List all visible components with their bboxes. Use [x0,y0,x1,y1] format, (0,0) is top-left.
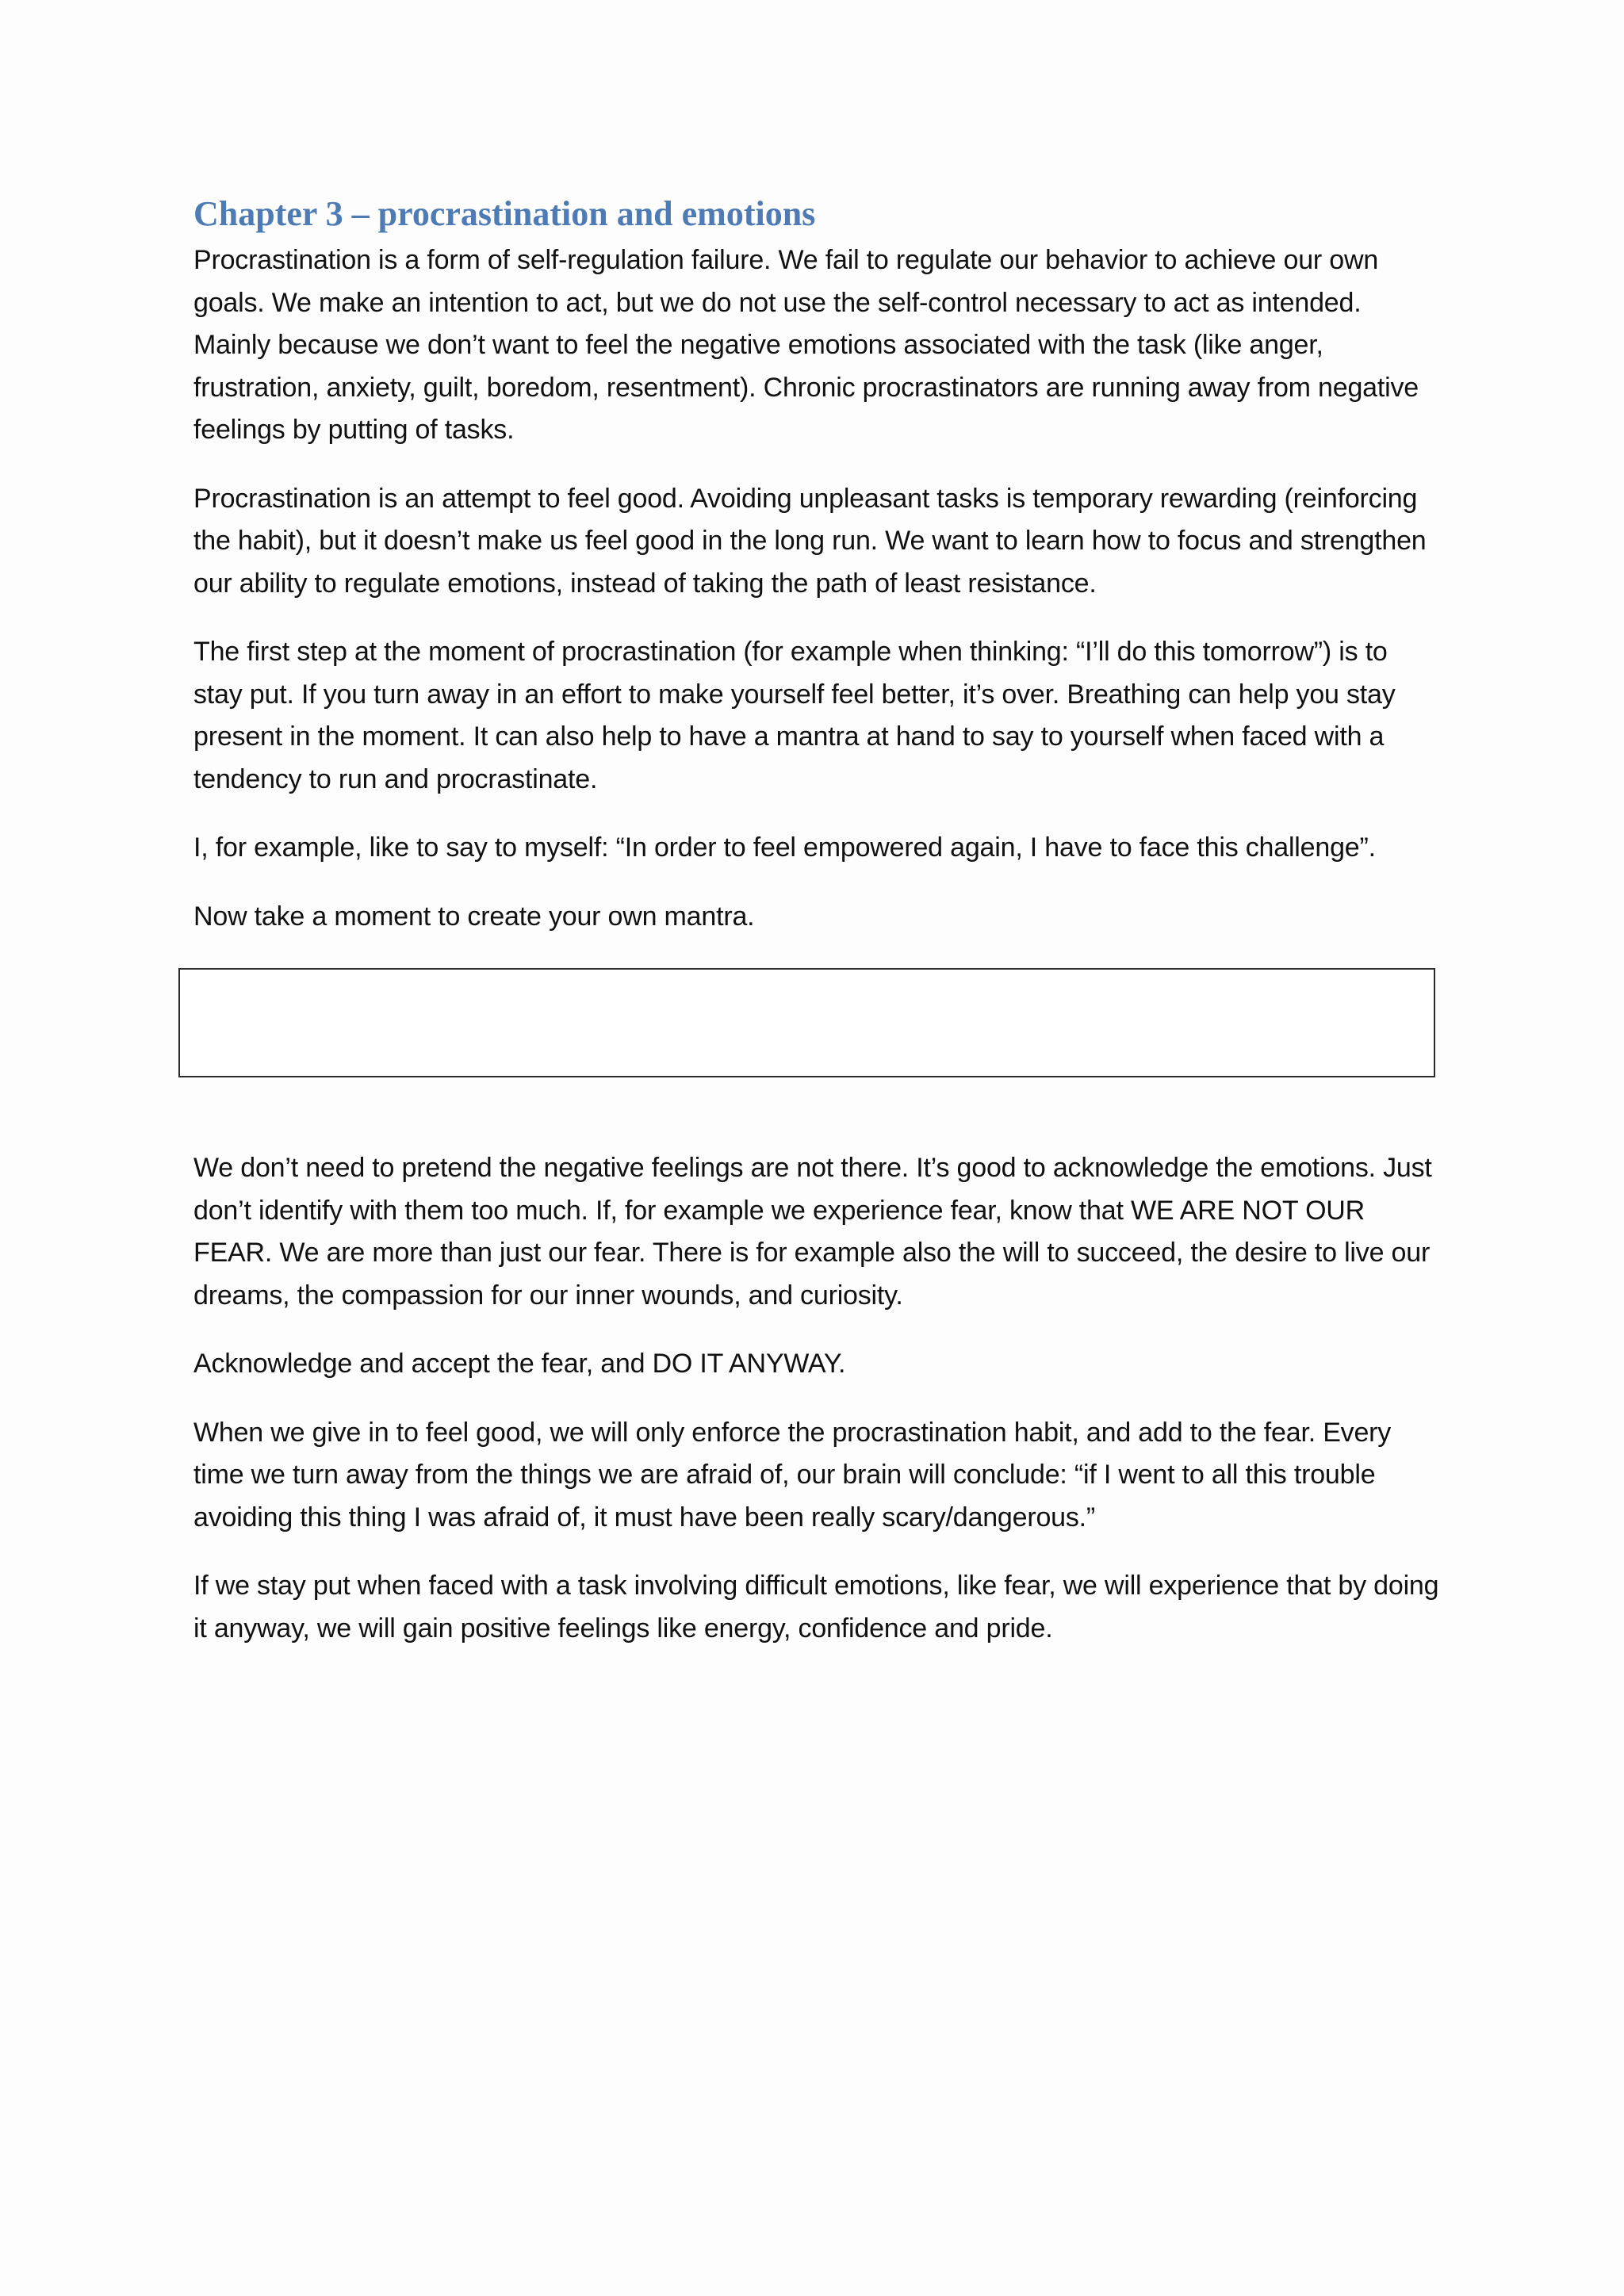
paragraph-feel-good: Procrastination is an attempt to feel good. Avoiding unpleasant tasks is temporary rewarding (reinforcing the habit), but it doesn’t make us feel good in the long run. We want to learn how to focus and strengthen our ability to regulate emotions, instead of taking the path of least resistance. [193,483,1427,599]
paragraph-acknowledge-feelings: We don’t need to pretend the negative feelings are not there. It’s good to acknowledge the emotions. Just don’t identify with them too much. If, for example we experience fear, know that WE ARE NOT OUR FEAR. We are more than just our fear. There is for example also the will to succeed, the desire to live our dreams, the compassion for our inner wounds, and curiosity. [193,1153,1432,1311]
paragraph-example-mantra: I, for example, like to say to myself: “In order to feel empowered again, I have to face this challenge”. [193,832,1376,863]
document-body-top [193,189,1440,938]
paragraph-first-step: The first step at the moment of procrastination (for example when thinking: “I’ll do this tomorrow”) is to stay put. If you turn away in an effort to make yourself feel better, it’s over. Breathing can help you stay present in the moment. It can also help to have a mantra at hand to say to yourself when faced with a tendency to run and procrastinate. [193,637,1396,794]
paragraph-create-mantra-prompt: Now take a moment to create your own mantra. [193,901,755,932]
document-body-bottom [193,1147,1440,1650]
paragraph-do-it-anyway: Acknowledge and accept the fear, and DO IT ANYWAY. [193,1349,846,1379]
chapter-title: Chapter 3 – procrastination and emotions [193,194,816,233]
paragraph-self-regulation: Procrastination is a form of self-regulation failure. We fail to regulate our behavior to achieve our own goals. We make an intention to act, but we do not use the self-control necessary to act as intended. Mainly because we don’t want to feel the negative emotions associated with the task (like anger, frustration, anxiety, guilt, boredom, resentment). Chronic procrastinators are running away from negative feelings by putting of tasks. [193,245,1419,445]
paragraph-stay-put: If we stay put when faced with a task involving difficult emotions, like fear, we will experience that by doing it anyway, we will gain positive feelings like energy, confidence and pride. [193,1571,1439,1644]
paragraph-enforce-habit: When we give in to feel good, we will only enforce the procrastination habit, and add to the fear. Every time we turn away from the things we are afraid of, our brain will conclude: “if I went to all this trouble avoiding this thing I was afraid of, it must have been really scary/dangerous.” [193,1417,1392,1533]
mantra-input-box[interactable] [178,968,1435,1077]
